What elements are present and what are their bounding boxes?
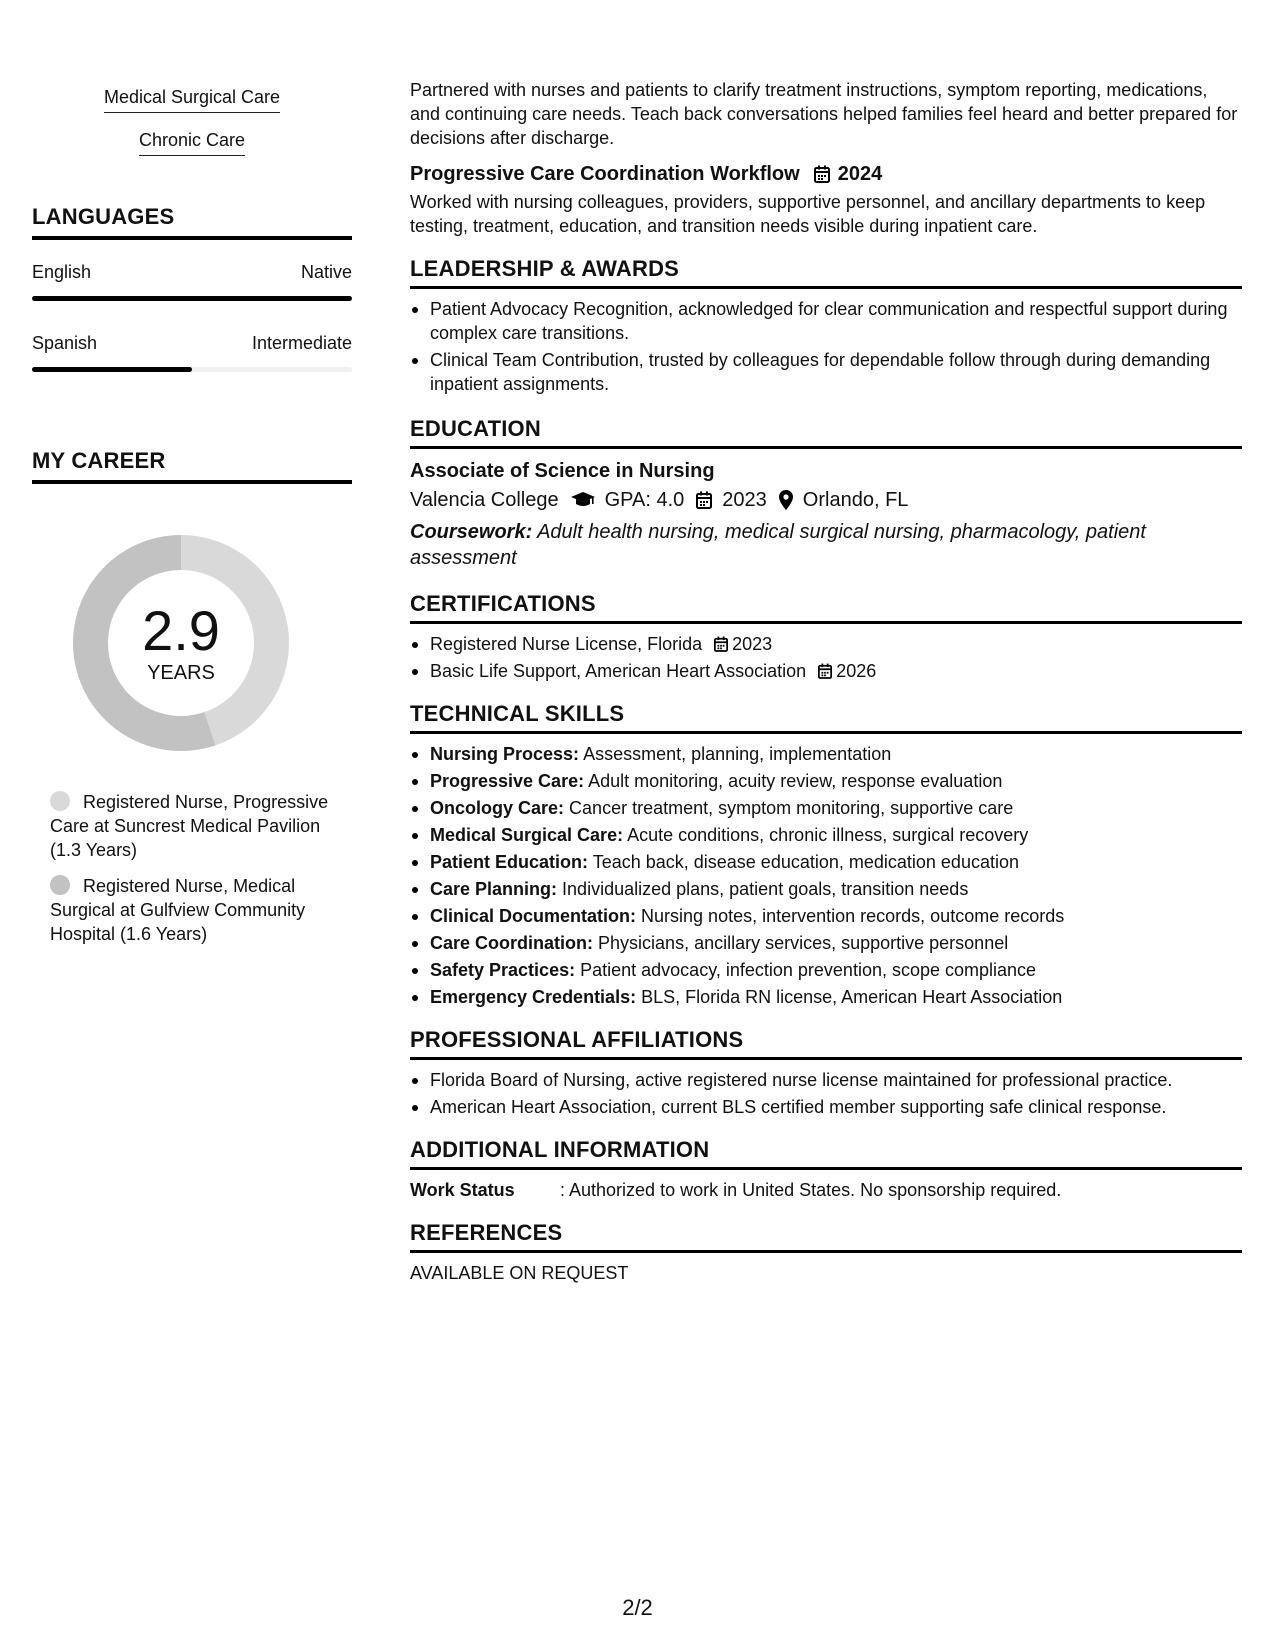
calendar-icon (696, 491, 712, 509)
career-legend-item (50, 874, 330, 946)
certification-item (410, 659, 1242, 683)
project-title: Progressive Care Coordination Workflow (410, 163, 800, 185)
calendar-icon (814, 165, 830, 183)
project-year: 2024 (837, 163, 883, 185)
sidebar (32, 84, 352, 958)
list-item: Patient Advocacy Recognition, acknowledged for clear communication and respectful support during complex care transitions. (410, 297, 1242, 345)
skill-label: Emergency Credentials: (430, 987, 637, 1007)
page-number: 2/2 (622, 1595, 653, 1620)
career-heading: MY CAREER (32, 448, 352, 484)
skill-item (410, 796, 1242, 820)
career-legend-item (50, 790, 330, 862)
skill-value: Adult monitoring, acuity review, response evaluation (588, 771, 1003, 791)
certification-item (410, 632, 1242, 656)
intro-paragraph: Partnered with nurses and patients to clarify treatment instructions, symptom reporting, medications, and continuing care needs. Teach back conversations helped families feel heard and better prepared for decisions after discharge. (410, 80, 1238, 148)
career-total: 2.9 (142, 599, 220, 662)
work-status-label: Work Status (410, 1180, 515, 1200)
career-unit: YEARS (147, 662, 215, 684)
gpa: GPA: 4.0 (604, 489, 685, 511)
leadership-list (410, 297, 1242, 396)
skill-label: Care Coordination: (430, 933, 594, 953)
skill-label: Oncology Care: (430, 798, 565, 818)
school-name: Valencia College (410, 489, 559, 511)
legend-dot (50, 875, 70, 895)
location-pin-icon (779, 490, 793, 510)
skill-value: Acute conditions, chronic illness, surgical recovery (627, 825, 1029, 845)
skill-label: Safety Practices: (430, 960, 576, 980)
project-title-row (410, 160, 1242, 188)
calendar-icon (714, 636, 728, 652)
skill-value: Assessment, planning, implementation (583, 744, 892, 764)
language-bar-fill (32, 296, 352, 301)
affiliations-heading: PROFESSIONAL AFFILIATIONS (410, 1027, 1242, 1060)
career-donut-chart (66, 528, 296, 758)
skill-tag: Medical Surgical Care (104, 84, 280, 113)
main-content (410, 78, 1242, 1285)
calendar-icon (818, 663, 832, 679)
list-item: Clinical Team Contribution, trusted by colleagues for dependable follow through during demanding inpatient assignments. (410, 348, 1242, 396)
skill-value: Individualized plans, patient goals, transition needs (562, 879, 969, 899)
skill-label: Care Planning: (430, 879, 558, 899)
language-name: English (32, 262, 92, 282)
certification-name: Basic Life Support, American Heart Association (430, 661, 807, 681)
education-meta (410, 485, 1242, 515)
references-heading: REFERENCES (410, 1220, 1242, 1253)
career-role: Registered Nurse, Medical Surgical at Gulfview Community Hospital (1.6 Years) (50, 876, 306, 944)
affiliations-list (410, 1068, 1242, 1119)
skill-value: BLS, Florida RN license, American Heart Association (641, 987, 1063, 1007)
language-item (32, 331, 352, 372)
skill-value: Cancer treatment, symptom monitoring, supportive care (569, 798, 1014, 818)
certifications-list (410, 632, 1242, 683)
language-bar (32, 367, 352, 372)
skill-item (410, 985, 1242, 1009)
certifications-heading: CERTIFICATIONS (410, 591, 1242, 624)
language-level: Intermediate (251, 333, 352, 353)
skill-label: Clinical Documentation: (430, 906, 637, 926)
skill-label: Patient Education: (430, 852, 589, 872)
skills-list (410, 742, 1242, 1009)
graduation-cap-icon (571, 492, 595, 508)
certification-year: 2023 (732, 634, 773, 654)
project-description: Worked with nursing colleagues, providers, supportive personnel, and ancillary departments to keep testing, treatment, education, and transition needs visible during inpatient care. (410, 192, 1206, 236)
skill-value: Teach back, disease education, medication education (592, 852, 1019, 872)
certification-year: 2026 (836, 661, 877, 681)
skill-item (410, 931, 1242, 955)
skills-heading: TECHNICAL SKILLS (410, 701, 1242, 734)
legend-dot (50, 791, 70, 811)
degree-title: Associate of Science in Nursing (410, 460, 715, 482)
graduation-year: 2023 (722, 489, 767, 511)
skill-item (410, 904, 1242, 928)
language-level: Native (300, 262, 352, 282)
skill-item (410, 823, 1242, 847)
language-name: Spanish (32, 333, 98, 353)
language-bar-fill (32, 367, 192, 372)
work-status-row (410, 1178, 1242, 1202)
skill-item (410, 850, 1242, 874)
skill-value: Nursing notes, intervention records, outcome records (641, 906, 1065, 926)
skill-tag: Chronic Care (139, 127, 245, 156)
education-heading: EDUCATION (410, 416, 1242, 449)
skill-item (410, 958, 1242, 982)
list-item: American Heart Association, current BLS certified member supporting safe clinical response. (410, 1095, 1242, 1119)
skill-value: Patient advocacy, infection prevention, scope compliance (580, 960, 1037, 980)
skill-label: Medical Surgical Care: (430, 825, 624, 845)
certification-name: Registered Nurse License, Florida (430, 634, 703, 654)
language-bar (32, 296, 352, 301)
leadership-heading: LEADERSHIP & AWARDS (410, 256, 1242, 289)
skill-item (410, 877, 1242, 901)
list-item: Florida Board of Nursing, active registered nurse license maintained for professional practice. (410, 1068, 1242, 1092)
skill-tags (32, 84, 352, 170)
skill-value: Physicians, ancillary services, supportive personnel (598, 933, 1009, 953)
coursework (410, 519, 1242, 571)
work-status-value: : Authorized to work in United States. No sponsorship required. (560, 1180, 1062, 1200)
skill-item (410, 742, 1242, 766)
languages-heading: LANGUAGES (32, 204, 352, 240)
skill-item (410, 769, 1242, 793)
school-location: Orlando, FL (802, 489, 909, 511)
skill-label: Progressive Care: (430, 771, 585, 791)
language-item (32, 260, 352, 301)
coursework-text: Adult health nursing, medical surgical nursing, pharmacology, patient assessment (410, 521, 1146, 569)
career-legend (32, 790, 352, 946)
career-role: Registered Nurse, Progressive Care at Suncrest Medical Pavilion (1.3 Years) (50, 792, 329, 860)
coursework-label: Coursework: (410, 521, 533, 543)
skill-label: Nursing Process: (430, 744, 580, 764)
references-text: AVAILABLE ON REQUEST (410, 1263, 629, 1283)
additional-heading: ADDITIONAL INFORMATION (410, 1137, 1242, 1170)
